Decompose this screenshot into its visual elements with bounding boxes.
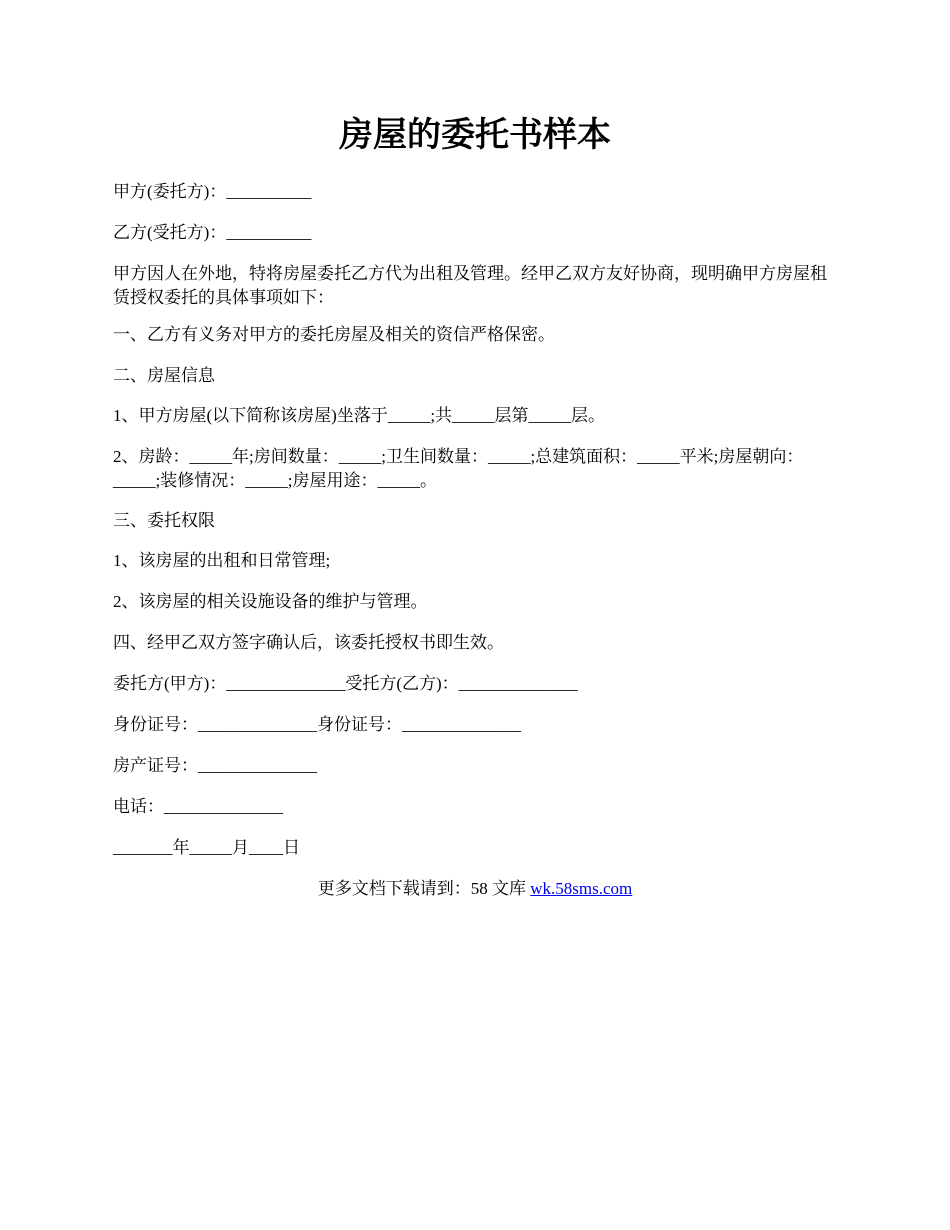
- signatures-line: 委托方(甲方)：______________受托方(乙方)：______________: [113, 674, 578, 693]
- authority-item-2: 2、该房屋的相关设施设备的维护与管理。: [113, 592, 428, 611]
- id-numbers-line: 身份证号：______________身份证号：______________: [113, 715, 521, 734]
- party-b-line: 乙方(受托方)：__________: [113, 223, 312, 242]
- party-a-line: 甲方(委托方)：__________: [113, 182, 312, 201]
- intro-paragraph: 甲方因人在外地，特将房屋委托乙方代为出租及管理。经甲乙双方友好协商，现明确甲方房屋租赁授权委托的具体事项如下：: [113, 264, 827, 307]
- house-location-line: 1、甲方房屋(以下简称该房屋)坐落于_____;共_____层第_____层。: [113, 406, 606, 425]
- document-title: 房屋的委托书样本: [339, 117, 611, 154]
- download-footer: [0, 877, 950, 901]
- date-line: _______年_____月____日: [113, 838, 300, 857]
- property-certificate-line: 房产证号：______________: [113, 756, 317, 775]
- footer-link[interactable]: wk.58sms.com: [530, 879, 633, 898]
- clause-1: 一、乙方有义务对甲方的委托房屋及相关的资信严格保密。: [113, 325, 555, 344]
- section-3-heading: 三、委托权限: [113, 511, 215, 530]
- authority-item-1: 1、该房屋的出租和日常管理;: [113, 551, 331, 570]
- footer-prefix: 更多文档下载请到：58 文库: [317, 879, 531, 898]
- house-details-paragraph: 2、房龄：_____年;房间数量：_____;卫生间数量：_____;总建筑面积：_____平米;房屋朝向：_____;装修情况：_____;房屋用途：_____。: [113, 447, 804, 490]
- section-2-heading: 二、房屋信息: [113, 366, 215, 385]
- phone-line: 电话：______________: [113, 797, 283, 816]
- clause-4: 四、经甲乙双方签字确认后，该委托授权书即生效。: [113, 633, 504, 652]
